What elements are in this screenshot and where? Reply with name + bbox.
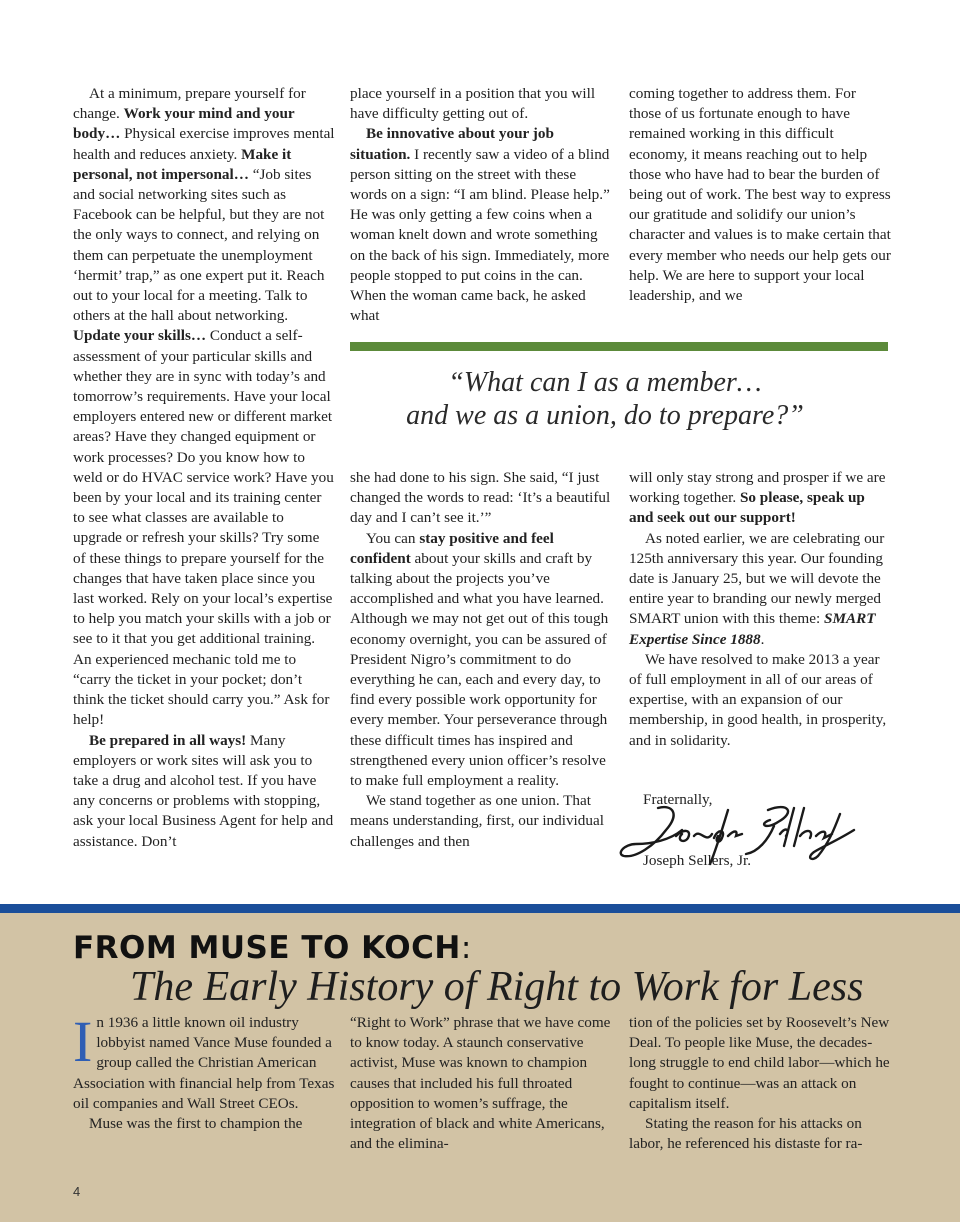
signer-name: Joseph Sellers, Jr. [643,852,751,869]
paragraph: Muse was the first to champion the [89,1115,303,1133]
paragraph: We stand together as one union. That means understanding, first, our individual challenges and then [350,792,604,850]
paragraph: “Right to Work” phrase that we have come to know today. A staunch conservative activist, Muse was known to champion causes that included his full throated opposition to women’s suffrage, the integration of black and white Americans, and the elimina- [350,1014,611,1153]
page-number: 4 [73,1184,81,1199]
article-headline: The Early History of Right to Work for Less [130,964,864,1010]
letter-column-2 [350,84,612,326]
letter-column-3-lower [629,468,891,751]
paragraph: In 1936 a little known oil industry lobbyist named Vance Muse founded a group called the Christian American Association with financial help from Texas oil companies and Wall Street CEOs. [73,1009,335,1112]
paragraph: she had done to his sign. She said, “I just changed the words to read: ‘It’s a beautiful day and I can’t see it.’” [350,469,611,527]
drop-cap: I [73,1009,93,1074]
paragraph: You can stay positive and feel confident about your skills and craft by talking about the projects you’ve accomplished and what you have learned. Although we may not get out of this tough economy overnight, you can be assured of President Nigro’s commitment to do everything he can, each and every day, to find every possible work opportunity for every member. Your perseverance through these difficult times has inspired and strengthened every union officer’s resolve to make full employment a reality. [350,529,609,790]
paragraph: Be prepared in all ways! Many employers or work sites will ask you to take a drug and alcohol test. If you have any concerns or problems with stopping, ask your local Business Agent for help and assistance. Don’t [73,731,334,850]
paragraph: We have resolved to make 2013 a year of full employment in all of our areas of expertise, with an expansion of our membership, in good health, in prosperity, and in solidarity. [629,650,887,749]
sign-off: Fraternally, [643,791,713,808]
paragraph: Be innovative about your job situation. I recently saw a video of a blind person sitting on the street with these words on a sign: “I am blind. Please help.” He was only getting a few coins when a woman knelt down and wrote something on the back of his sign. Immediately, more people stopped to put coins in the can. When the woman came back, he asked what [350,125,610,325]
article-column-3 [629,1013,891,1154]
letter-column-2-lower [350,468,612,852]
paragraph: Stating the reason for his attacks on labor, he referenced his distaste for ra- [629,1115,863,1153]
article-column-2 [350,1013,612,1154]
paragraph: place yourself in a position that you will have difficulty getting out of. [350,85,596,123]
pull-quote-line-1: “What can I as a member… [448,367,762,398]
paragraph: tion of the policies set by Roosevelt’s New Deal. To people like Muse, the decades-long struggle to end child labor—which he fought to continue—was an attack on capitalism itself. [629,1014,890,1112]
pull-quote-line-2: and we as a union, do to prepare?” [406,400,804,431]
letter-column-3 [629,84,891,306]
green-divider [350,342,888,351]
blue-divider [0,904,960,913]
article-column-1 [73,1009,335,1134]
paragraph: As noted earlier, we are celebrating our 125th anniversary this year. Our founding date is January 25, but we will devote the entire year to branding our newly merged SMART union with this theme: SMART Expertise Since 1888. [629,529,885,648]
article-kicker: FROM MUSE TO KOCH: [73,930,472,966]
paragraph: coming together to address them. For those of us fortunate enough to have remained working in this difficult economy, it means reaching out to help those who have had to bear the burden of being out of work. The best way to express our gratitude and solidify our union’s character and values is to make certain that every member who needs our help gets our help. We are here to support your local leadership, and we [629,85,891,305]
letter-column-1 [73,84,335,852]
paragraph: will only stay strong and prosper if we are working together. So please, speak up and seek out our support! [629,469,886,527]
paragraph: At a minimum, prepare yourself for change. Work your mind and your body… Physical exercise improves mental health and reduces anxiety. Make it personal, not impersonal… “Job sites and social networking sites such as Facebook can be helpful, but they are not the only ways to connect, and relying on them can perpetuate the unemployment ‘hermit’ trap,” as one expert put it. Reach out to your local for a meeting. Talk to others at the hall about networking. Update your skills… Conduct a self-assessment of your particular skills and whether they are in sync with today’s and tomorrow’s requirements. Have your local employers entered new or different market areas? Have they changed equipment or work processes? Do you know how to weld or do HVAC service work? Have you been by your local and its training center to see what classes are available to upgrade or refresh your skills? Try some of these things to prepare yourself for the changes that have taken place since you last worked. Rely on your local’s expertise to help you match your skills with a job or see to it that you get additional training. An experienced mechanic told me to “carry the ticket in your pocket; don’t think the ticket should carry you.” Ask for help! [73,85,335,729]
pull-quote [350,366,860,432]
